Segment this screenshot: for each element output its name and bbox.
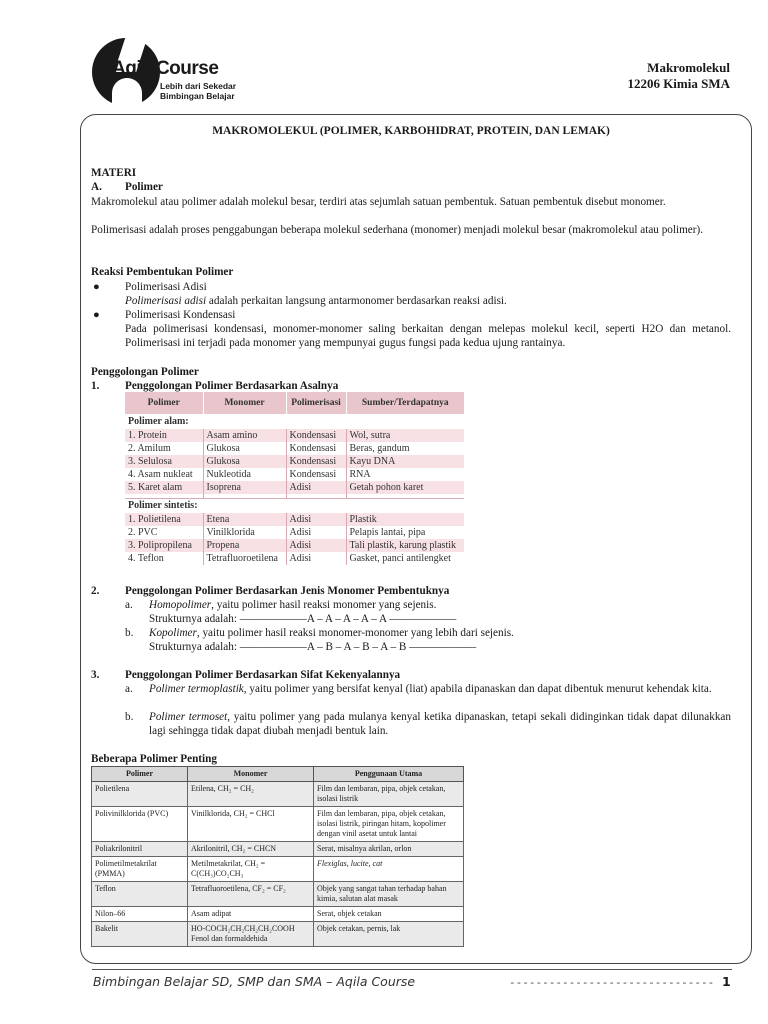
table-polimer-penting xyxy=(91,766,464,947)
section-a-heading: A. Polimer xyxy=(91,181,163,193)
list-item-kopolimer: b. Kopolimer, yaitu polimer hasil reaksi monomer-monomer yang lebih dari sejenis. Strukturnya adalah: ――――――A – B – A – B – A – B ―――――― xyxy=(125,627,514,654)
table-row: Poliakrilonitril Akrilonitril, CH₂ = CHCN Serat, misalnya akrilan, orlon xyxy=(92,842,464,857)
table-row: 1. Protein Asam amino Kondensasi Wol, sutra xyxy=(125,429,464,442)
table-row: 3. Polipropilena Propena Adisi Tali plastik, karung plastik xyxy=(125,539,464,552)
table-header-row: Polimer Monomer Polimerisasi Sumber/Terdapatnya xyxy=(125,392,464,414)
bullet-icon: ● xyxy=(93,281,100,293)
footer-divider xyxy=(92,969,732,970)
section-materi: MATERI xyxy=(91,167,137,179)
table-row: Bakelit HO-COCH₂CH₂CH₂CH₂COOH Fenol dan formaldehida Objek cetakan, pernis, lak xyxy=(92,922,464,947)
table-row: Polietilena Etilena, CH₂ = CH₂ Film dan lembaran, pipa, objek cetakan, isolasi listrik xyxy=(92,782,464,807)
list-item-kondensasi: ● Polimerisasi Kondensasi Pada polimerisasi kondensasi, monomer-monomer saling berkaitan dengan melepas molekul kecil, seperti H2O dan metanol. Polimerisasi ini terjadi pada monomer yang mempunyai gugus fungsi pada kedua ujung rantainya. xyxy=(93,309,731,350)
table-row: Polivinilklorida (PVC) Vinilklorida, CH₂ = CHCl Film dan lembaran, pipa, objek cetakan, isolasi listrik, piringan hitam, kopolimer dengan vinil asetat untuk lantai xyxy=(92,807,464,842)
list-item-termoplastik: a. Polimer termoplastik, yaitu polimer yang bersifat kenyal (liat) apabila dipanaskan dan dapat dibentuk menurut kehendak kita. xyxy=(125,683,712,695)
list-item-termoset: b. Polimer termoset, yaitu polimer yang pada mulanya kenyal ketika dipanaskan, tetapi sekali didinginkan tidak dapat dilunakkan lagi sehingga tidak dapat diubah menjadi bentuk lain. xyxy=(125,711,731,738)
page-title: MAKROMOLEKUL (POLIMER, KARBOHIDRAT, PROTEIN, DAN LEMAK) xyxy=(212,125,610,137)
brand-logo xyxy=(92,38,240,106)
group-label: Polimer alam: xyxy=(128,415,189,427)
table-row: 1. Polietilena Etena Adisi Plastik xyxy=(125,513,464,526)
list-item-homopolimer: a. Homopolimer, yaitu polimer hasil reaksi monomer yang sejenis. Strukturnya adalah: ――――――A – A – A – A – A ―――――― xyxy=(125,599,457,626)
logo-wordmark: AqilaCourse xyxy=(112,58,219,79)
golongan-3-heading: 3. Penggolongan Polimer Berdasarkan Sifat Kekenyalannya xyxy=(91,669,401,681)
logo-tagline: Lebih dari Sekedar Bimbingan Belajar xyxy=(160,81,237,101)
paragraph-polimerisasi: Polimerisasi adalah proses penggabungan beberapa molekul sederhana (monomer) menjadi molekul besar (makromolekul atau polimer). xyxy=(91,224,704,236)
page-number: 1 xyxy=(722,974,731,989)
table-row: 4. Asam nukleat Nukleotida Kondensasi RNA xyxy=(125,468,464,481)
golongan-1-heading: 1. Penggolongan Polimer Berdasarkan Asalnya xyxy=(91,380,339,392)
paragraph-definition: Makromolekul atau polimer adalah molekul besar, terdiri atas sejumlah satuan pembentuk. Satuan pembentuk disebut monomer. xyxy=(91,196,666,208)
table-row: Teflon Tetrafluoroetilena, CF₂ = CF₂ Objek yang sangat tahan terhadap bahan kimia, salutan alat masak xyxy=(92,882,464,907)
table-row: 4. Teflon Tetrafluoroetilena Adisi Gasket, panci antilengket xyxy=(125,552,464,565)
document-header xyxy=(627,60,730,92)
table-row: 2. PVC Vinilklorida Adisi Pelapis lantai, pipa xyxy=(125,526,464,539)
reaksi-heading: Reaksi Pembentukan Polimer xyxy=(91,266,234,278)
table-row: 3. Selulosa Glukosa Kondensasi Kayu DNA xyxy=(125,455,464,468)
table-row: Polimetilmetakrilat (PMMA) Metilmetakrilat, CH₂ = C(CH₃)CO₂CH₃ Flexiglas, lucite, cat xyxy=(92,857,464,882)
table-asal-polimer xyxy=(125,392,464,565)
table-row: 2. Amilum Glukosa Kondensasi Beras, gandum xyxy=(125,442,464,455)
list-item-adisi: ● Polimerisasi Adisi Polimerisasi adisi adalah perkaitan langsung antarmonomer berdasarkan reaksi adisi. xyxy=(93,281,507,308)
table-row: Nilon–66 Asam adipat Serat, objek cetakan xyxy=(92,907,464,922)
header-code: 12206 Kimia SMA xyxy=(627,76,730,91)
header-subject: Makromolekul xyxy=(647,60,730,75)
table-row: 5. Karet alam Isoprena Adisi Getah pohon karet xyxy=(125,481,464,494)
golongan-2-heading: 2. Penggolongan Polimer Berdasarkan Jenis Monomer Pembentuknya xyxy=(91,585,450,597)
bullet-icon: ● xyxy=(93,309,100,321)
footer-text: Bimbingan Belajar SD, SMP dan SMA – Aqila Course xyxy=(93,974,416,989)
footer-dashes: ------------------------------- xyxy=(509,976,715,989)
table2-heading: Beberapa Polimer Penting xyxy=(91,753,217,765)
table-header-row: Polimer Monomer Penggunaan Utama xyxy=(92,767,464,782)
group-label: Polimer sintetis: xyxy=(128,499,198,511)
golongan-heading: Penggolongan Polimer xyxy=(91,366,199,378)
